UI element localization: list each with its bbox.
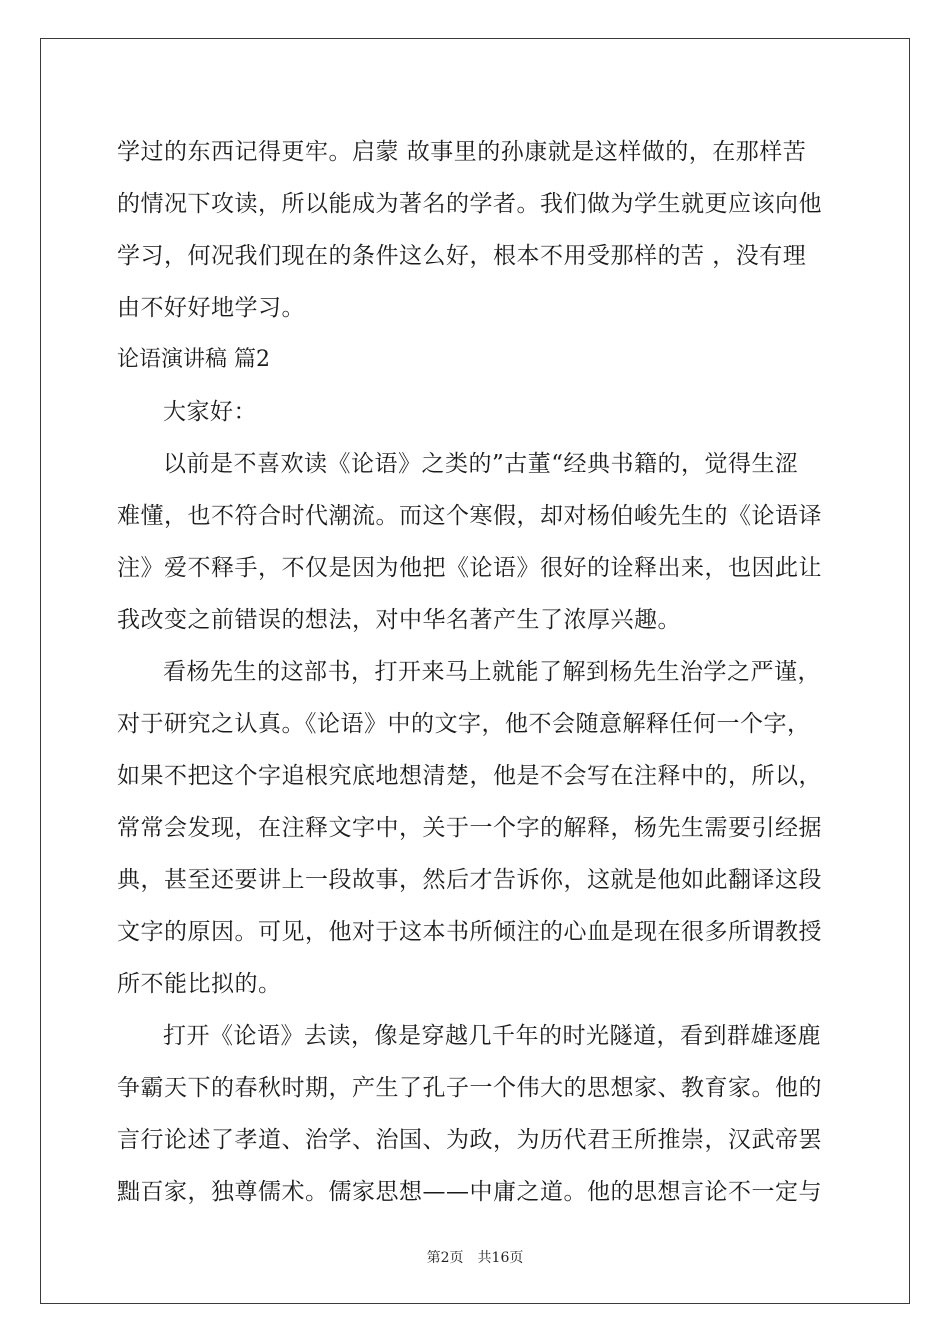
text-line: 我改变之前错误的想法，对中华名著产生了浓厚兴趣。: [117, 607, 681, 633]
text-line: 黜百家，独尊儒术。儒家思想——中庸之道。他的思想言论不一定与: [117, 1179, 822, 1205]
text-line: 难懂，也不符合时代潮流。而这个寒假，却对杨伯峻先生的《论语译: [117, 503, 822, 529]
text-line: 由不好好地学习。: [117, 295, 305, 321]
greeting: 大家好：: [163, 399, 257, 425]
paragraph-2: [117, 646, 837, 1010]
text-line: 文字的原因。可见，他对于这本书所倾注的心血是现在很多所谓教授: [117, 919, 822, 945]
text-line: 学习，何况我们现在的条件这么好，根本不用受那样的苦 ，没有理: [117, 243, 807, 269]
text-line: 所不能比拟的。: [117, 971, 282, 997]
text-line: 的情况下攻读，所以能成为著名的学者。我们做为学生就更应该向他: [117, 191, 822, 217]
paragraph-3: [117, 1010, 837, 1218]
text-line: 打开《论语》去读，像是穿越几千年的时光隧道，看到群雄逐鹿: [163, 1023, 821, 1049]
text-line: 学过的东西记得更牢。启蒙 故事里的孙康就是这样做的，在那样苦: [117, 139, 807, 165]
page-total: 共16页: [477, 1250, 524, 1266]
text-line: 言行论述了孝道、治学、治国、为政，为历代君王所推崇，汉武帝罢: [117, 1127, 822, 1153]
document-body: [117, 126, 837, 1218]
section-heading: 论语演讲稿 篇2: [117, 347, 270, 372]
text-line: 看杨先生的这部书，打开来马上就能了解到杨先生治学之严谨，: [163, 659, 821, 685]
text-line: 注》爱不释手，不仅是因为他把《论语》很好的诠释出来，也因此让: [117, 555, 822, 581]
text-line: 如果不把这个字追根究底地想清楚，他是不会写在注释中的，所以，: [117, 763, 822, 789]
page-footer: [0, 1247, 950, 1267]
text-line: 常常会发现，在注释文字中，关于一个字的解释，杨先生需要引经据: [117, 815, 822, 841]
paragraph-1: [117, 438, 837, 646]
text-line: 争霸天下的春秋时期，产生了孔子一个伟大的思想家、教育家。他的: [117, 1075, 822, 1101]
text-line: 典，甚至还要讲上一段故事，然后才告诉你，这就是他如此翻译这段: [117, 867, 822, 893]
text-line: 对于研究之认真。《论语》中的文字，他不会随意解释任何一个字，: [117, 711, 811, 737]
page-number: 第2页: [426, 1250, 464, 1266]
text-line: 以前是不喜欢读《论语》之类的”古董“经典书籍的，觉得生涩: [163, 451, 799, 477]
